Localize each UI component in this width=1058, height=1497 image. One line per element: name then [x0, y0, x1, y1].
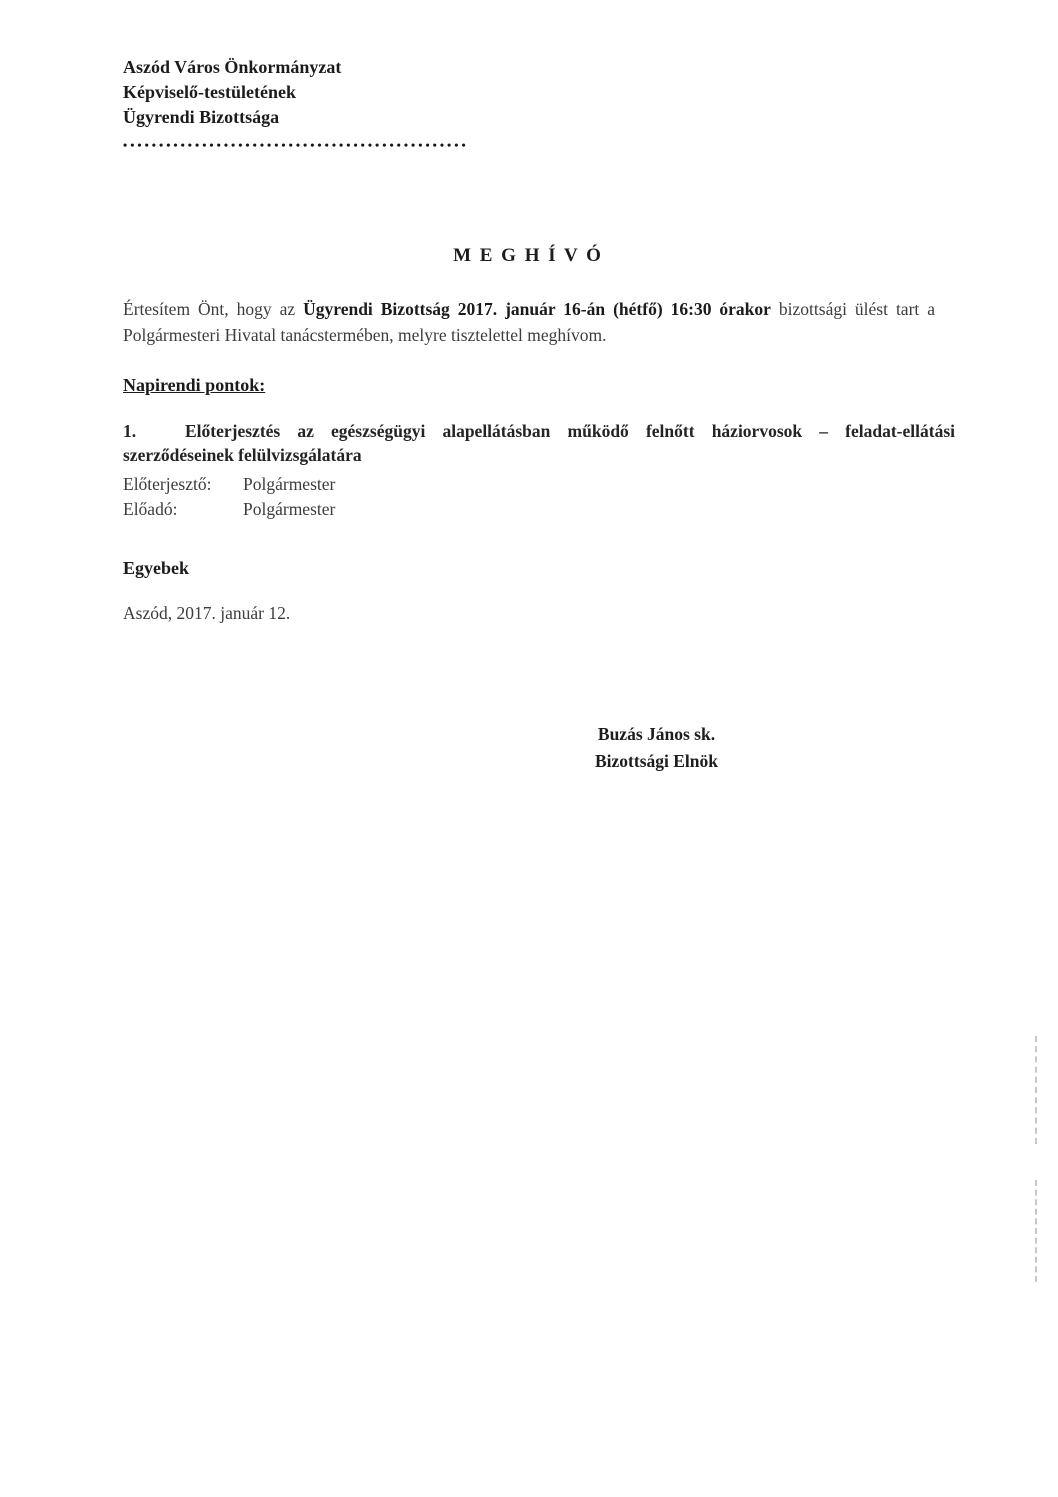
scan-artifact-top	[1035, 1036, 1037, 1144]
dotted-separator: ••••••••••••••••••••••••••••••••••••••••••••••••	[123, 138, 469, 152]
scan-artifact-bottom	[1035, 1180, 1037, 1282]
agenda-item-meta	[123, 472, 955, 522]
sender-line-3: Ügyrendi Bizottsága	[123, 107, 280, 127]
sender-line-2: Képviselő-testületének	[123, 82, 296, 102]
presenter-label: Előterjesztő:	[123, 474, 212, 494]
signature-block	[595, 721, 718, 775]
invitation-paragraph	[123, 296, 935, 348]
intro-text-bold: Ügyrendi Bizottság 2017. január 16-án (hétfő) 16:30 órakor	[303, 299, 771, 319]
speaker-value: Polgármester	[243, 499, 336, 519]
agenda-item-text: Előterjesztés az egészségügyi alapellátásban működő felnőtt háziorvosok – feladat-ellátási szerződéseinek felülvizsgálatára	[123, 421, 955, 465]
presenter-value: Polgármester	[243, 474, 336, 494]
agenda-item-number: 1.	[123, 421, 137, 441]
sender-header	[123, 55, 955, 130]
agenda-heading: Napirendi pontok:	[123, 375, 266, 395]
agenda-item-1	[123, 419, 955, 467]
speaker-label: Előadó:	[123, 499, 178, 519]
signature-name: Buzás János sk.	[597, 724, 716, 744]
date-line: Aszód, 2017. január 12.	[123, 603, 291, 623]
document-content	[123, 55, 955, 775]
document-title: M E G H Í V Ó	[453, 245, 603, 266]
presenter-row	[123, 472, 955, 497]
other-topics-heading: Egyebek	[123, 558, 190, 578]
intro-text-start: Értesítem Önt, hogy az	[123, 299, 304, 319]
signature-title: Bizottsági Elnök	[595, 751, 719, 771]
intro-text-end: bizottsági ülést tart a Polgármesteri Hivatal tanácstermében, melyre tisztelettel meghívom.	[123, 299, 935, 345]
speaker-row	[123, 497, 955, 522]
sender-line-1: Aszód Város Önkormányzat	[123, 57, 342, 77]
